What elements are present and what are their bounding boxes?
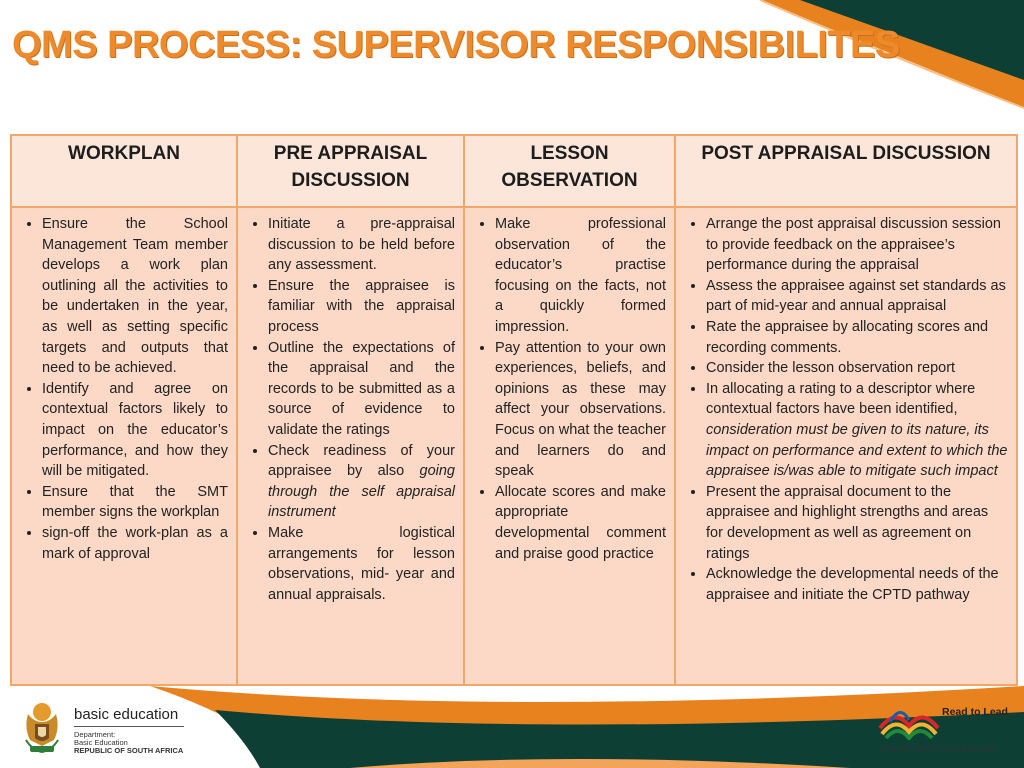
- check-readiness-text: Check readiness of your appraisee by also: [268, 442, 455, 480]
- department-title: Basic Education: [74, 738, 128, 747]
- country-name: REPUBLIC OF SOUTH AFRICA: [74, 746, 184, 755]
- pre-appraisal-list: [246, 214, 455, 605]
- column-header-lesson-observation: LESSON OBSERVATION: [464, 135, 675, 207]
- column-header-pre-appraisal: PRE APPRAISAL DISCUSSION: [237, 135, 464, 207]
- list-item: • Pay attention to your own experiences, beliefs, and opinions as these may affect your observations. Focus on what the teacher and learners do and speak: [495, 338, 666, 482]
- column-header-workplan: WORKPLAN: [11, 135, 237, 207]
- allocating-rating-text: In allocating a rating to a descriptor where contextual factors have been identified,: [706, 380, 976, 418]
- list-item: • Arrange the post appraisal discussion session to provide feedback on the appraisee’s performance during the appraisal: [706, 214, 1008, 276]
- column-header-post-appraisal: POST APPRAISAL DISCUSSION: [675, 135, 1017, 207]
- list-item: • Present the appraisal document to the appraisee and highlight strengths and areas for development as well as agreement on ratings: [706, 482, 1008, 564]
- list-item: • Make professional observation of the educator’s practise focusing on the facts, not a quickly formed impression.: [495, 214, 666, 338]
- check-readiness-italic: going through the self appraisal instrument: [268, 463, 455, 521]
- list-item: • Allocate scores and make appropriate developmental comment and praise good practice: [495, 482, 666, 564]
- list-item: • Ensure the appraisee is familiar with the appraisal process: [268, 276, 455, 338]
- table-header-row: [11, 135, 1017, 207]
- workplan-list: [20, 214, 228, 564]
- brand-divider: [74, 726, 184, 727]
- list-item: • Ensure the School Management Team member develops a work plan outlining all the activities to be undertaken in the year, as well as setting specific targets and outputs that need to be achieved.: [42, 214, 228, 379]
- list-item: • Assess the appraisee against set standards as part of mid-year and annual appraisal: [706, 276, 1008, 317]
- campaign-title: Read to Lead: [942, 706, 1008, 718]
- list-item: • sign-off the work-plan as a mark of approval: [42, 523, 228, 564]
- read-to-lead-logo: [876, 696, 1016, 760]
- department-label: Department:: [74, 730, 116, 739]
- list-item: • Make logistical arrangements for lesson observations, mid- year and annual appraisals.: [268, 523, 455, 605]
- list-item: [706, 379, 1008, 482]
- post-appraisal-list: [684, 214, 1008, 605]
- page-title: QMS PROCESS: SUPERVISOR RESPONSIBILITES: [12, 24, 900, 66]
- coat-of-arms-icon: [22, 700, 62, 758]
- allocating-rating-italic: consideration must be given to its nature, its impact on performance and extent to which the appraisee is/was able to mitigate such impact: [706, 421, 1008, 480]
- list-item: • Outline the expectations of the appraisal and the records to be submitted as a source of evidence to validate the ratings: [268, 338, 455, 441]
- list-item: • Ensure that the SMT member signs the workplan: [42, 482, 228, 523]
- post-appraisal-cell: [675, 207, 1017, 685]
- supervisor-responsibilities-table: [10, 134, 1018, 686]
- list-item: • Acknowledge the developmental needs of the appraisee and initiate the CPTD pathway: [706, 564, 1008, 605]
- open-book-icon: [878, 698, 940, 740]
- department-name: basic education: [74, 706, 179, 723]
- pre-appraisal-cell: [237, 207, 464, 685]
- basic-education-logo: [22, 700, 192, 758]
- lesson-observation-cell: [464, 207, 675, 685]
- campaign-tagline: A Reading Nation is a Leading Nation: [880, 746, 997, 753]
- list-item: • Identify and agree on contextual factors likely to impact on the educator’s performance, and how they will be mitigated.: [42, 379, 228, 482]
- table-body-row: [11, 207, 1017, 685]
- lesson-observation-list: [473, 214, 666, 564]
- list-item: • Rate the appraisee by allocating scores and recording comments.: [706, 317, 1008, 358]
- list-item: • Consider the lesson observation report: [706, 358, 1008, 379]
- list-item: [268, 441, 455, 523]
- list-item: • Initiate a pre-appraisal discussion to be held before any assessment.: [268, 214, 455, 276]
- workplan-cell: [11, 207, 237, 685]
